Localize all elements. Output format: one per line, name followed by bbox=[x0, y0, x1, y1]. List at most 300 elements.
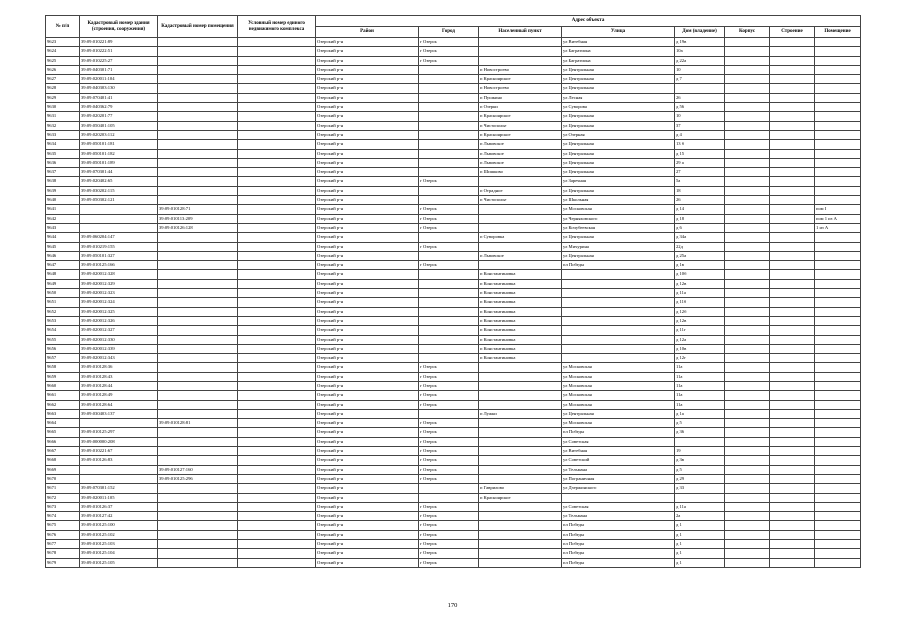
cell-house: д 1в bbox=[675, 261, 725, 270]
cell-num: 9665 bbox=[46, 428, 80, 437]
cell-num: 9678 bbox=[46, 549, 80, 558]
cell-district: Озерский р-н bbox=[316, 38, 419, 47]
cell-house: д 29 bbox=[675, 474, 725, 483]
cell-cond-number bbox=[238, 158, 316, 167]
cell-cond-number bbox=[238, 149, 316, 158]
cell-cond-number bbox=[238, 65, 316, 74]
cell-num: 9661 bbox=[46, 391, 80, 400]
table-row bbox=[46, 428, 861, 437]
cell-num: 9675 bbox=[46, 521, 80, 530]
cell-district: Озерский р-н bbox=[316, 298, 419, 307]
cell-house: д 12б bbox=[675, 307, 725, 316]
cell-pomeschenie bbox=[815, 437, 861, 446]
table-row bbox=[46, 437, 861, 446]
cell-num: 9672 bbox=[46, 493, 80, 502]
cell-district: Озерский р-н bbox=[316, 261, 419, 270]
cell-city: г Озерск bbox=[419, 38, 479, 47]
cell-cond-number bbox=[238, 381, 316, 390]
cell-city bbox=[419, 121, 479, 130]
cell-cad-building: 39:09:020012:329 bbox=[80, 279, 158, 288]
cell-district: Озерский р-н bbox=[316, 130, 419, 139]
cell-cad-building: 39:09:010125:100 bbox=[80, 521, 158, 530]
cell-street: ул Витебная bbox=[562, 447, 675, 456]
cell-cad-premises: 39:09:010128:71 bbox=[158, 205, 238, 214]
table-row bbox=[46, 233, 861, 242]
cell-cad-building: 39:09:070401:41 bbox=[80, 93, 158, 102]
cell-pomeschenie bbox=[815, 326, 861, 335]
cell-street: ул Московская bbox=[562, 381, 675, 390]
cell-cad-premises bbox=[158, 270, 238, 279]
cell-cad-building: 39:09:050101:189 bbox=[80, 158, 158, 167]
cell-pomeschenie bbox=[815, 493, 861, 502]
cell-num: 9674 bbox=[46, 512, 80, 521]
cell-pomeschenie bbox=[815, 540, 861, 549]
cell-pomeschenie bbox=[815, 409, 861, 418]
cell-cond-number bbox=[238, 465, 316, 474]
cell-num: 9635 bbox=[46, 149, 80, 158]
table-row bbox=[46, 65, 861, 74]
cell-street: ул Центральная bbox=[562, 140, 675, 149]
cell-city: г Озерск bbox=[419, 558, 479, 567]
cell-cad-premises bbox=[158, 400, 238, 409]
header-cond-number: Условный номер единого недвижимого комплекса bbox=[238, 16, 316, 38]
cell-cad-building: 39:09:010125:103 bbox=[80, 540, 158, 549]
cell-house: 26 bbox=[675, 196, 725, 205]
cell-district: Озерский р-н bbox=[316, 289, 419, 298]
cell-cond-number bbox=[238, 242, 316, 251]
cell-cond-number bbox=[238, 289, 316, 298]
cell-num: 9652 bbox=[46, 307, 80, 316]
cell-city: г Озерск bbox=[419, 540, 479, 549]
cell-korpus bbox=[725, 149, 770, 158]
table-row bbox=[46, 261, 861, 270]
cell-cad-building: 39:09:030403:137 bbox=[80, 409, 158, 418]
cell-house: 13 б bbox=[675, 140, 725, 149]
cell-house: д 3в bbox=[675, 456, 725, 465]
cell-district: Озерский р-н bbox=[316, 540, 419, 549]
cell-korpus bbox=[725, 521, 770, 530]
cell-city bbox=[419, 307, 479, 316]
cell-stroenie bbox=[770, 270, 815, 279]
cell-cond-number bbox=[238, 186, 316, 195]
cell-korpus bbox=[725, 354, 770, 363]
cell-locality bbox=[479, 400, 562, 409]
cell-locality bbox=[479, 465, 562, 474]
cell-cond-number bbox=[238, 484, 316, 493]
cell-cond-number bbox=[238, 558, 316, 567]
cell-pomeschenie bbox=[815, 400, 861, 409]
cell-house: 10 bbox=[675, 112, 725, 121]
cell-stroenie bbox=[770, 400, 815, 409]
cell-house: д 33 bbox=[675, 484, 725, 493]
cell-cond-number bbox=[238, 391, 316, 400]
cell-locality bbox=[479, 512, 562, 521]
cell-cad-premises bbox=[158, 289, 238, 298]
cell-pomeschenie bbox=[815, 279, 861, 288]
cell-cad-building: 39:09:010221:67 bbox=[80, 447, 158, 456]
cell-house: д 6 bbox=[675, 223, 725, 232]
cell-num: 9664 bbox=[46, 419, 80, 428]
cell-district: Озерский р-н bbox=[316, 316, 419, 325]
cell-street bbox=[562, 279, 675, 288]
cell-house: д 18 bbox=[675, 214, 725, 223]
cell-stroenie bbox=[770, 223, 815, 232]
cell-house bbox=[675, 437, 725, 446]
cell-district: Озерский р-н bbox=[316, 307, 419, 316]
cell-num: 9628 bbox=[46, 84, 80, 93]
table-row bbox=[46, 251, 861, 260]
cell-cad-premises bbox=[158, 540, 238, 549]
cell-house: д 1а bbox=[675, 409, 725, 418]
cell-locality: п Константиновка bbox=[479, 326, 562, 335]
cell-cad-premises bbox=[158, 251, 238, 260]
cell-cad-building: 39:09:010127:42 bbox=[80, 512, 158, 521]
cell-num: 9634 bbox=[46, 140, 80, 149]
cell-korpus bbox=[725, 381, 770, 390]
cell-city: г Озерск bbox=[419, 549, 479, 558]
cell-cad-building: 39:09:000000:208 bbox=[80, 437, 158, 446]
cell-cad-building: 39:09:020012:339 bbox=[80, 344, 158, 353]
cell-city bbox=[419, 279, 479, 288]
cell-cad-building: 39:09:010125:104 bbox=[80, 549, 158, 558]
cell-cond-number bbox=[238, 326, 316, 335]
cell-cond-number bbox=[238, 251, 316, 260]
cell-city bbox=[419, 344, 479, 353]
cell-korpus bbox=[725, 540, 770, 549]
cell-cond-number bbox=[238, 307, 316, 316]
table-row bbox=[46, 121, 861, 130]
cell-city: г Озерск bbox=[419, 447, 479, 456]
cell-pomeschenie bbox=[815, 298, 861, 307]
cell-korpus bbox=[725, 196, 770, 205]
cell-korpus bbox=[725, 47, 770, 56]
cell-cond-number bbox=[238, 93, 316, 102]
cell-district: Озерский р-н bbox=[316, 121, 419, 130]
cell-korpus bbox=[725, 140, 770, 149]
cell-cad-premises bbox=[158, 363, 238, 372]
cell-korpus bbox=[725, 93, 770, 102]
cell-cad-building: 39:09:060204:147 bbox=[80, 233, 158, 242]
cell-korpus bbox=[725, 512, 770, 521]
cell-district: Озерский р-н bbox=[316, 56, 419, 65]
header-city: Город bbox=[419, 27, 479, 38]
cell-street: ул Центральная bbox=[562, 186, 675, 195]
cell-city bbox=[419, 84, 479, 93]
cell-city bbox=[419, 354, 479, 363]
cell-district: Озерский р-н bbox=[316, 484, 419, 493]
cell-locality: п Львовское bbox=[479, 251, 562, 260]
cell-stroenie bbox=[770, 316, 815, 325]
cell-house: 19 bbox=[675, 447, 725, 456]
cell-district: Озерский р-н bbox=[316, 186, 419, 195]
cell-cond-number bbox=[238, 279, 316, 288]
cell-city bbox=[419, 270, 479, 279]
cell-num: 9662 bbox=[46, 400, 80, 409]
cell-city: г Озерск bbox=[419, 521, 479, 530]
cell-cad-building: 39:09:010125:166 bbox=[80, 261, 158, 270]
cell-pomeschenie bbox=[815, 233, 861, 242]
cell-stroenie bbox=[770, 335, 815, 344]
cell-district: Озерский р-н bbox=[316, 428, 419, 437]
cell-street bbox=[562, 307, 675, 316]
cell-cad-premises bbox=[158, 307, 238, 316]
cell-stroenie bbox=[770, 549, 815, 558]
cell-cad-building: 39:09:050101:327 bbox=[80, 251, 158, 260]
cell-num: 9648 bbox=[46, 270, 80, 279]
cell-district: Озерский р-н bbox=[316, 93, 419, 102]
cell-locality: п Львовское bbox=[479, 158, 562, 167]
cell-cad-premises bbox=[158, 372, 238, 381]
cell-korpus bbox=[725, 530, 770, 539]
cell-num: 9650 bbox=[46, 289, 80, 298]
cell-cond-number bbox=[238, 400, 316, 409]
cell-cond-number bbox=[238, 56, 316, 65]
cell-street: пл Победы bbox=[562, 521, 675, 530]
cell-cond-number bbox=[238, 493, 316, 502]
cell-house: 10а bbox=[675, 47, 725, 56]
cell-korpus bbox=[725, 447, 770, 456]
cell-street: ул Кочубеевская bbox=[562, 223, 675, 232]
cell-pomeschenie bbox=[815, 84, 861, 93]
cell-stroenie bbox=[770, 158, 815, 167]
cell-cond-number bbox=[238, 419, 316, 428]
cell-num: 9655 bbox=[46, 335, 80, 344]
header-address-group: Адрес объекта bbox=[316, 16, 861, 27]
cell-district: Озерский р-н bbox=[316, 437, 419, 446]
cell-korpus bbox=[725, 103, 770, 112]
cell-num: 9631 bbox=[46, 112, 80, 121]
cell-pomeschenie bbox=[815, 65, 861, 74]
cell-korpus bbox=[725, 205, 770, 214]
cell-num: 9641 bbox=[46, 205, 80, 214]
cell-cad-building: 39:09:020203:112 bbox=[80, 130, 158, 139]
cell-cond-number bbox=[238, 214, 316, 223]
cell-locality bbox=[479, 205, 562, 214]
cell-locality: п Красноярское bbox=[479, 493, 562, 502]
cell-district: Озерский р-н bbox=[316, 242, 419, 251]
cell-house: 11а bbox=[675, 372, 725, 381]
cell-district: Озерский р-н bbox=[316, 530, 419, 539]
table-row bbox=[46, 316, 861, 325]
cell-cad-building: 39:09:010219:155 bbox=[80, 242, 158, 251]
cell-korpus bbox=[725, 75, 770, 84]
page-number: 170 bbox=[447, 602, 458, 609]
table-row bbox=[46, 103, 861, 112]
cell-house: 18 bbox=[675, 186, 725, 195]
cell-stroenie bbox=[770, 279, 815, 288]
cell-cad-building: 39:09:050302:121 bbox=[80, 196, 158, 205]
cell-street bbox=[562, 493, 675, 502]
cell-num: 9624 bbox=[46, 47, 80, 56]
cell-korpus bbox=[725, 428, 770, 437]
cell-num: 9654 bbox=[46, 326, 80, 335]
cell-pomeschenie bbox=[815, 47, 861, 56]
cell-house: д 10в bbox=[675, 344, 725, 353]
cell-stroenie bbox=[770, 38, 815, 47]
table-row bbox=[46, 112, 861, 121]
cell-district: Озерский р-н bbox=[316, 214, 419, 223]
cell-pomeschenie bbox=[815, 428, 861, 437]
cell-stroenie bbox=[770, 196, 815, 205]
cell-pomeschenie bbox=[815, 196, 861, 205]
cell-korpus bbox=[725, 130, 770, 139]
cell-city: г Озерск bbox=[419, 363, 479, 372]
cell-house: д 10б bbox=[675, 270, 725, 279]
cell-house: д 12а bbox=[675, 335, 725, 344]
cell-pomeschenie bbox=[815, 512, 861, 521]
cell-korpus bbox=[725, 233, 770, 242]
cell-locality bbox=[479, 428, 562, 437]
cell-locality: п Красноярское bbox=[479, 75, 562, 84]
cell-num: 9637 bbox=[46, 168, 80, 177]
cell-cond-number bbox=[238, 205, 316, 214]
header-cad-premises: Кадастровый номер помещения bbox=[158, 16, 238, 38]
cell-house: д 1 bbox=[675, 521, 725, 530]
table-row bbox=[46, 447, 861, 456]
cell-cad-building: 39:09:040362:79 bbox=[80, 103, 158, 112]
cell-district: Озерский р-н bbox=[316, 205, 419, 214]
cell-pomeschenie bbox=[815, 270, 861, 279]
cell-korpus bbox=[725, 307, 770, 316]
table-row bbox=[46, 214, 861, 223]
cell-locality bbox=[479, 372, 562, 381]
table-row bbox=[46, 168, 861, 177]
cell-korpus bbox=[725, 270, 770, 279]
cell-stroenie bbox=[770, 149, 815, 158]
cell-stroenie bbox=[770, 186, 815, 195]
cell-district: Озерский р-н bbox=[316, 363, 419, 372]
cell-cad-premises bbox=[158, 75, 238, 84]
cell-house: 11а bbox=[675, 363, 725, 372]
cell-cad-premises bbox=[158, 84, 238, 93]
table-row bbox=[46, 326, 861, 335]
cell-district: Озерский р-н bbox=[316, 335, 419, 344]
cell-cond-number bbox=[238, 177, 316, 186]
cell-cond-number bbox=[238, 75, 316, 84]
cell-street: ул Центральная bbox=[562, 65, 675, 74]
cell-street bbox=[562, 335, 675, 344]
cell-pomeschenie bbox=[815, 112, 861, 121]
header-num: № п/п bbox=[46, 16, 80, 38]
cell-stroenie bbox=[770, 130, 815, 139]
cell-cad-building: 39:09:070301:152 bbox=[80, 484, 158, 493]
cell-korpus bbox=[725, 214, 770, 223]
table-row bbox=[46, 549, 861, 558]
cell-district: Озерский р-н bbox=[316, 251, 419, 260]
cell-district: Озерский р-н bbox=[316, 196, 419, 205]
cell-korpus bbox=[725, 112, 770, 121]
cell-num: 9670 bbox=[46, 474, 80, 483]
cell-num: 9636 bbox=[46, 158, 80, 167]
cell-house: 11а bbox=[675, 381, 725, 390]
cell-cond-number bbox=[238, 121, 316, 130]
cell-cond-number bbox=[238, 130, 316, 139]
cell-house: д 1 bbox=[675, 549, 725, 558]
cell-pomeschenie bbox=[815, 381, 861, 390]
cell-pomeschenie bbox=[815, 56, 861, 65]
cell-stroenie bbox=[770, 307, 815, 316]
cell-district: Озерский р-н bbox=[316, 354, 419, 363]
cell-cad-premises bbox=[158, 521, 238, 530]
cell-house: д 5 bbox=[675, 419, 725, 428]
cell-district: Озерский р-н bbox=[316, 419, 419, 428]
cell-cad-premises: 39:09:010128:81 bbox=[158, 419, 238, 428]
cell-cad-premises bbox=[158, 121, 238, 130]
cell-street: ул Московская bbox=[562, 400, 675, 409]
cell-cad-building bbox=[80, 223, 158, 232]
cell-house: 11а bbox=[675, 391, 725, 400]
table-row bbox=[46, 56, 861, 65]
cell-cad-premises bbox=[158, 196, 238, 205]
cell-num: 9629 bbox=[46, 93, 80, 102]
cell-cad-building bbox=[80, 214, 158, 223]
cell-locality: п Чистополье bbox=[479, 196, 562, 205]
table-row bbox=[46, 400, 861, 409]
cell-locality: п Лужки bbox=[479, 409, 562, 418]
cell-house: 2а bbox=[675, 512, 725, 521]
cell-locality: п Пушкино bbox=[479, 93, 562, 102]
table-row bbox=[46, 540, 861, 549]
cell-district: Озерский р-н bbox=[316, 223, 419, 232]
cell-stroenie bbox=[770, 381, 815, 390]
cell-stroenie bbox=[770, 419, 815, 428]
cell-cad-building: 39:09:020012:323 bbox=[80, 289, 158, 298]
cell-pomeschenie bbox=[815, 177, 861, 186]
cell-locality bbox=[479, 223, 562, 232]
cell-cad-building: 39:09:020012:325 bbox=[80, 307, 158, 316]
cell-city: г Озерск bbox=[419, 177, 479, 186]
cell-num: 9633 bbox=[46, 130, 80, 139]
cell-locality bbox=[479, 381, 562, 390]
cell-stroenie bbox=[770, 326, 815, 335]
header-house: Дом (владение) bbox=[675, 27, 725, 38]
cell-korpus bbox=[725, 465, 770, 474]
cell-locality: п Гавриловo bbox=[479, 484, 562, 493]
cell-city: г Озерск bbox=[419, 428, 479, 437]
cell-pomeschenie bbox=[815, 484, 861, 493]
cell-cad-premises bbox=[158, 391, 238, 400]
cell-locality bbox=[479, 437, 562, 446]
cell-city bbox=[419, 335, 479, 344]
cell-num: 9653 bbox=[46, 316, 80, 325]
cell-district: Озерский р-н bbox=[316, 140, 419, 149]
table-row bbox=[46, 298, 861, 307]
cell-pomeschenie bbox=[815, 251, 861, 260]
cell-cad-premises bbox=[158, 456, 238, 465]
cell-cad-building: 39:09:040303:130 bbox=[80, 84, 158, 93]
cell-pomeschenie bbox=[815, 372, 861, 381]
cell-house: д 5 bbox=[675, 465, 725, 474]
cell-cad-building: 39:09:020012:324 bbox=[80, 298, 158, 307]
cell-cond-number bbox=[238, 261, 316, 270]
cell-street: ул Советский bbox=[562, 456, 675, 465]
cell-city: г Озерск bbox=[419, 242, 479, 251]
cell-cond-number bbox=[238, 437, 316, 446]
cell-street bbox=[562, 270, 675, 279]
cell-stroenie bbox=[770, 344, 815, 353]
cell-num: 9669 bbox=[46, 465, 80, 474]
cell-num: 9651 bbox=[46, 298, 80, 307]
cell-street: ул Московская bbox=[562, 391, 675, 400]
cell-street: пл Победы bbox=[562, 530, 675, 539]
cell-cad-building: 39:09:050101:181 bbox=[80, 140, 158, 149]
cell-locality bbox=[479, 456, 562, 465]
cell-cad-premises bbox=[158, 38, 238, 47]
cell-stroenie bbox=[770, 456, 815, 465]
cell-num: 9625 bbox=[46, 56, 80, 65]
cell-pomeschenie bbox=[815, 158, 861, 167]
cell-korpus bbox=[725, 251, 770, 260]
